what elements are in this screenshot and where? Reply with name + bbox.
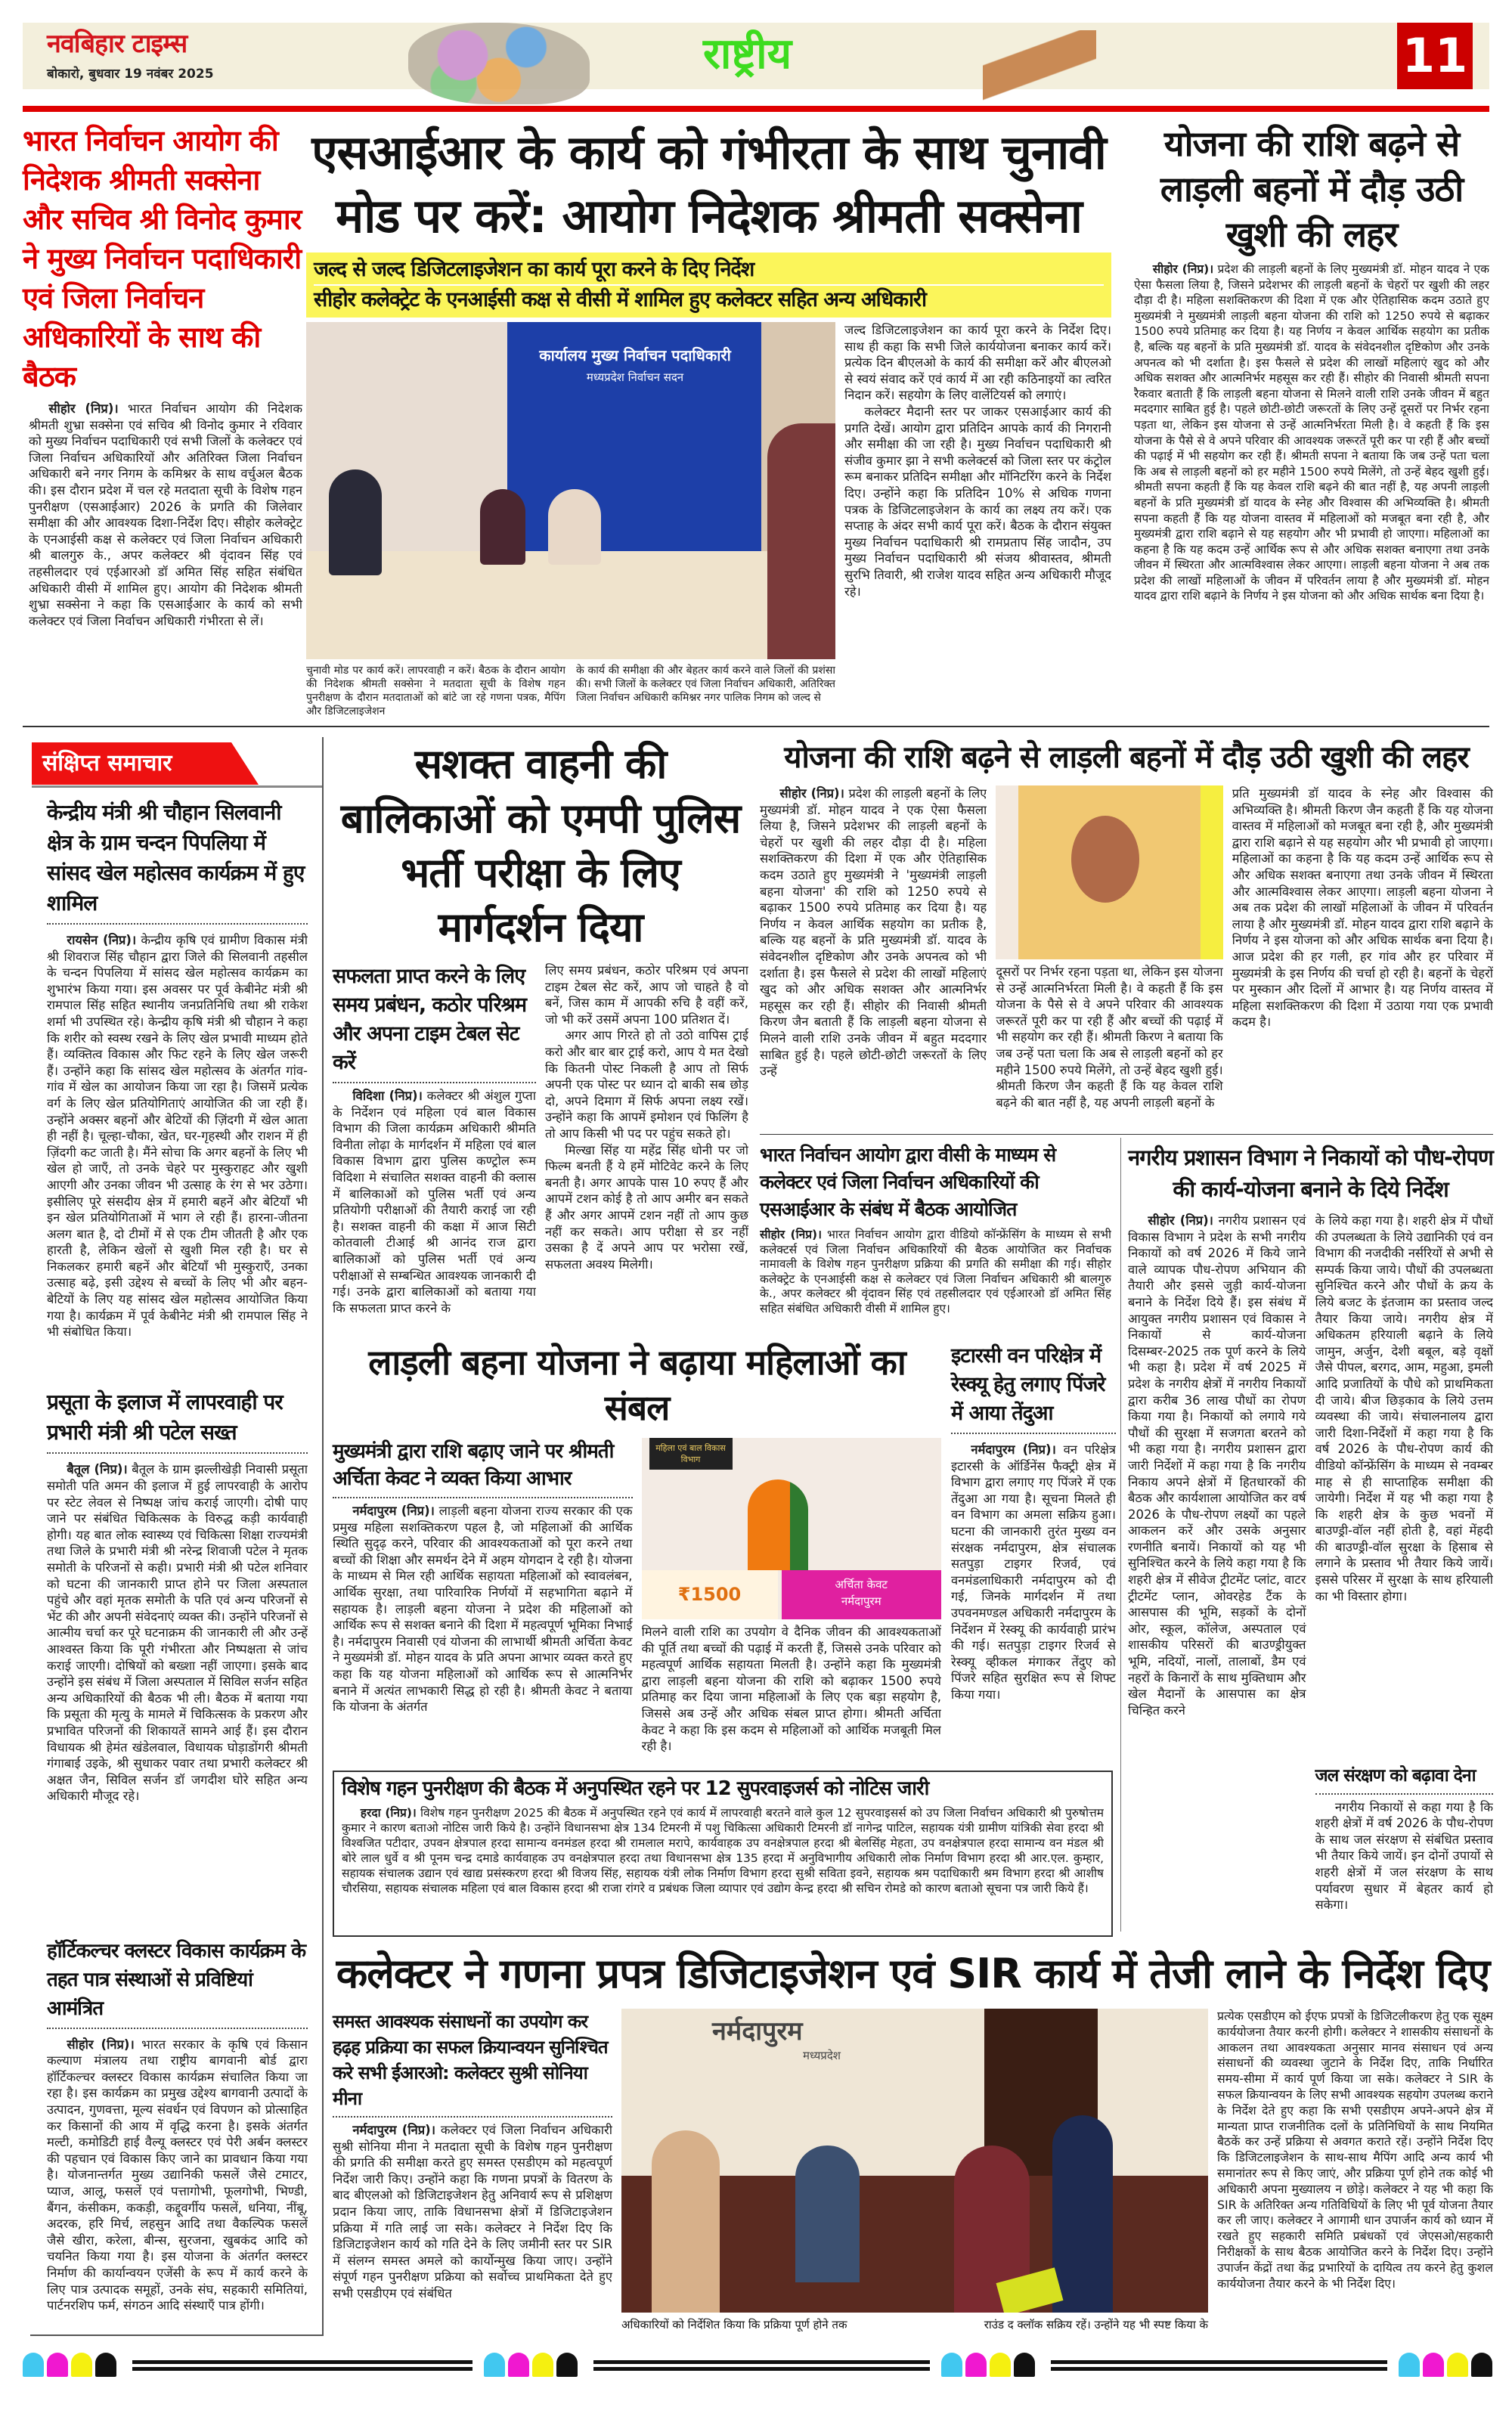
lead-left-body (23, 401, 302, 718)
beneficiary-portrait-photo (996, 785, 1222, 959)
lead-right-body (1134, 262, 1489, 718)
person-left (652, 2130, 720, 2313)
dateline: सीहोर (निप्र)। (779, 786, 844, 801)
nagariya-content (1128, 1213, 1493, 1935)
article-text: भारत सरकार के कृषि एवं किसान कल्याण मंत्रालय तथा राष्ट्रीय बागवानी बोर्ड द्वारा हॉर्टिकल्चर क्लस्टर विकास कार्यक्रम संचालित किया जा रहा है। इस कार्यक्रम का प्रमुख उद्देश्य बागवानी उत्पादों के उत्पादन, गुणवत्ता, मूल्य संवर्धन एवं विपणन को प्रोत्साहित कर किसानों की आय में वृद्धि करना है। इसके अंतर्गत मल्टी, कमोडिटी हाई वैल्यू क्लस्टर एवं पेरी अर्बन क्लस्टर की पहचान एवं विकास किए जाने का प्रावधान किया गया है। योजनान्तर्गत मुख्य उद्यानिकी फसलें जैसे टमाटर, प्याज, आलू, फसलें एवं पत्तागोभी, फूलगोभी, भिण्डी, बैंगन, कंसीकम, ककड़ी, कद्दूवर्गीय फसलें, धनिया, नींबू, अदरक, हरि मिर्च, लहसुन आदि तथा वैकल्पिक फसलें जैसे खीरा, करेला, बीन्स, सुरजना, खुबकंद आदि को चयनित किया गया है। इस योजना के अंतर्गत क्लस्टर निर्माण की कार्यान्वयन एजेंसी के रूप में कार्य करने के लिए पात्र उत्पादक समूहों, उनके संघ, सहकारी समितियां, पार्टनरशिप फर्म, संगठन आदि संस्थाएँ पात्र होंगी। (47, 2037, 308, 2313)
article-text: प्रदेश की लाड़ली बहनों के लिए मुख्यमंत्री डॉ. मोहन यादव ने एक ऐसा फैसला लिया है, जिसने प्रदेशभर की लाड़ली बहनों के चेहरों पर खुशी की लहर दौड़ा दी है। महिला सशक्तिकरण की दिशा में एक और ऐतिहासिक कदम उठाते हुए मुख्यमंत्री ने 'मुख्यमंत्री लाड़ली बहना योजना' की राशि को 1250 रुपये से बढ़ाकर 1500 रुपये प्रतिमाह कर दिया है। यह निर्णय न केवल आर्थिक सहयोग का प्रतीक है, बल्कि यह बहनों के प्रति मुख्यमंत्री डॉ. यादव के संवेदनशील दृष्टिकोण और उनके अपनत्व को भी दर्शाता है। इस फैसले से प्रदेश की लाखों महिलाएं खुद को और अधिक सशक्त और आत्मनिर्भर महसूस कर रही हैं। सीहोर की निवासी श्रीमती किरण जैन बताती हैं कि लाड़ली बहना योजना से मिलने वाली राशि उनके जीवन में बहुत मददगार साबित हुई है। पहले छोटी-छोटी जरूरतों के लिए उन्हें (760, 786, 987, 1079)
nagariya-col-2 (1315, 1213, 1494, 1935)
masthead-red-rule (23, 106, 1489, 112)
dateline: हरदा (निप्र)। (360, 1806, 417, 1820)
article-paragraph: जल्द डिजिटलाइजेशन का कार्य पूरा करने के निर्देश दिए। साथ ही कहा कि सभी जिले कार्ययोजना बनाकर कार्य करें। प्रत्येक दिन बीएलओ के कार्य की समीक्षा करें और बीएलओ से स्वयं संवाद करें एवं कार्य में आ रही कठिनाइयों का त्वरित निदान करें। सहयोग के लिए वालेंटियर्स को लगाएं। (844, 323, 1111, 403)
nagariya-subhead: जल संरक्षण को बढ़ावा देना (1315, 1763, 1494, 1795)
notice-body (342, 1805, 1104, 1932)
briefs-stories (47, 798, 308, 2328)
dateline: नर्मदापुरम (निप्र)। (971, 1442, 1056, 1457)
ladli-sambal-col-2 (642, 1438, 942, 1763)
dateline: विदिशा (निप्र)। (352, 1089, 423, 1103)
person-center (795, 2146, 860, 2282)
person-standing (1052, 2115, 1113, 2313)
photo-amount-card: ₹1500 (642, 1570, 778, 1619)
lead-left-headline: भारत निर्वाचन आयोग की निदेशक श्रीमती सक्सेना और सचिव श्री विनोद कुमार ने मुख्य निर्वाचन पदाधिकारी एवं जिला निर्वाचन अधिकारियों के साथ की बैठक (23, 124, 302, 393)
sashakt-body-col-2 (545, 962, 748, 1331)
lead-main-photo-column (306, 322, 835, 718)
article-text: कलेक्टर एवं जिला निर्वाचन अधिकारी सुश्री सोनिया मीना ने मतदाता सूची के विशेष गहन पुनरीक्षण की प्रगति की समीक्षा करते हुए समस्त एसडीएम को महत्वपूर्ण निर्देश जारी किए। उन्होंने कहा कि गणना प्रपत्रों के वितरण के बाद बीएलओ को डिजिटाइजेशन हेतु अनिवार्य रूप से प्रशिक्षण प्रदान किया जाए, ताकि विधानसभा क्षेत्रों में डिजिटाइजेशन प्रक्रिया में गति लाई जा सके। कलेक्टर ने निर्देश दिए कि डिजिटाइजेशन कार्य को गति देने के लिए जमीनी स्तर पर SIR में संलग्न समस्त अमले को कार्योन्मुख किया जाए। उन्होंने संपूर्ण गहन पुनरीक्षण प्रक्रिया को सर्वोच्च प्राथमिकता देते हुए सभी एसडीएम एवं संबंधित (333, 2123, 612, 2300)
article-text: नगरीय प्रशासन एवं विकास विभाग ने प्रदेश के सभी नगरीय निकायों को वर्ष 2026 में किये जाने वाले व्यापक पौध-रोपण अभियान की तैयारी और इससे जुड़ी कार्य-योजना बनाने के निर्देश दिये हैं। इस संबंध में आयुक्त नगरीय प्रशासन एवं विकास ने निकायों से कार्य-योजना दिसम्बर-2025 तक पूर्ण करने के लिये भी कहा है। प्रदेश में वर्ष 2025 में प्रदेश के नगरीय क्षेत्रों में नगरीय निकायों द्वारा करीब 36 लाख पौधों का रोपण किया गया है। निकायों को लगाये गये पौधों की सुरक्षा में सजगता बरतने को भी कहा गया है। नगरीय प्रशासन द्वारा जारी निर्देशों में कहा गया है कि नगरीय निकाय अपने क्षेत्रों में हितधारकों की बैठक और कार्यशाला आयोजित कर वर्ष 2026 के पौध-रोपण लक्ष्यों का पहले आकलन करें और उसके अनुसार रणनीति बनायें। निकायों को यह भी सुनिश्चित करने के लिये कहा गया है कि शहरी क्षेत्र में सीवेज ट्रीटमेंट प्लांट, वाटर ट्रीटमेंट प्लान, ओवरहेड टैंक के आसपास की भूमि, सड़कों के दोनों ओर, स्कूल, कॉलेज, अस्पताल एवं शासकीय परिसरों की बाउण्ड्रीयुक्त भूमि, नदियों, नालों, तालाबों, डैम एवं नहरों के किनारों के साथ मुक्तिधाम और खेल मैदानों के आसपास का क्षेत्र चिन्हित करने (1128, 1213, 1306, 1718)
brief-2-body (47, 1461, 308, 1929)
photo-banner-line-1: कार्यालय मुख्य निर्वाचन पदाधिकारी (539, 346, 731, 364)
collector-caption-2: राउंड द क्लॉक सक्रिय रहें। उन्होंने यह भी स्पष्ट किया के (984, 2318, 1208, 2331)
collector-body-col-1 (333, 2122, 612, 2332)
lead-main-headline: एसआईआर के कार्य को गंभीरता के साथ चुनावी मोड पर करें: आयोग निदेशक श्रीमती सक्सेना (311, 125, 1106, 243)
article-paragraph: नगरीय निकायों से कहा गया है कि शहरी क्षेत्रों में वर्ष 2026 के पौध-रोपण के साथ जल संरक्षण से संबंधित प्रस्ताव भी तैयार किये जायें। इन दोनों उपायों से शहरी क्षेत्रों में जल संरक्षण के साथ पर्यावरण सुधार में बेहतर कार्य हो सकेगा। (1315, 1799, 1493, 1913)
eci-meeting-photo (306, 322, 835, 659)
photo-wall-text-2: मध्यप्रदेश (803, 2049, 841, 2062)
register-lines (132, 2360, 472, 2371)
nagariya-body-col-1 (1128, 1213, 1306, 1935)
section-divider (23, 726, 1489, 727)
page-number-box (1397, 23, 1473, 89)
brief-3-body (47, 2037, 308, 2328)
photo-woman-figure (748, 1479, 808, 1570)
lead-main-body (844, 322, 1111, 718)
dateline: सीहोर (निप्र)। (1152, 262, 1214, 276)
section-title: राष्ट्रीय (703, 29, 792, 79)
photo-wall-text (712, 2015, 841, 2063)
lead-main-story (306, 121, 1111, 718)
collector-story (333, 1947, 1493, 2332)
photo-banner-text (514, 345, 756, 386)
ladli-sambal-body-col-1 (333, 1503, 633, 1763)
photo-name: अर्चिता केवट (835, 1578, 888, 1591)
article-text: भारत निर्वाचन आयोग द्वारा वीडियो कॉन्फ्रेंसिंग के माध्यम से सभी कलेक्टर्स एवं जिला निर्वाचन अधिकारियों की बैठक आयोजित कर निर्वाचक नामावली के विशेष गहन पुनरीक्षण प्रक्रिया की प्रगति की समीक्षा की गई। सीहोर कलेक्ट्रेट के एनआईसी कक्ष से कलेक्टर एवं जिला निर्वाचन अधिकारी श्री बालगुरु के., अपर कलेक्टर श्री वृंदावन सिंह एवं तहसीलदार एवं एईआरओ डॉ अमित सिंह सहित संबंधित अधिकारी वीसी में शामिल हुए। (760, 1228, 1111, 1315)
dateline: रायसेन (निप्र)। (67, 933, 137, 947)
article-text: विशेष गहन पुनरीक्षण 2025 की बैठक में अनुपस्थित रहने एवं कार्य में लापरवाही बरतने वाले कुल 12 सुपरवाइसर्स को उप जिला निर्वाचन अधिकारी श्री पुरुषोत्तम कुमार ने कारण बताओ नोटिस जारी किये है। उन्होंने विधानसभा क्षेत्र 134 टिमरनी में पशु चिकित्सा अधिकारी टिमरनी डॉ नागेन्द्र पाटिल, सहायक यंत्री ग्रामीण यांत्रिकी सेवा हरदा श्री विश्वजित पटीदार, उपवन क्षेत्रपाल हरदा सामान्य वनमंडल हरदा श्री रामलाल मरापे, कार्यवाहक उप वनक्षेत्रपाल हरदा श्री बेलसिंह मेहता, उप वनक्षेत्रपाल हरदा सामान्य वन मंडल श्री बोरे लाल धुर्वे व श्री पूनम चन्द्र दमाडे कार्यवाहक उप वनक्षेत्रपाल हरदा तथा विधानसभा क्षेत्र 135 हरदा में अनुविभागीय अधिकारी लोक निर्माण विभाग हरदा श्री आर.एल. कुम्हार, सहायक संचालक उद्यान एवं खाद्य प्रसंस्करण हरदा श्री विजय सिंह, सहायक यंत्री लोक निर्माण विभाग हरदा सुश्री सविता इवने, सहायक श्रम पदाधिकारी श्रम विभाग हरदा श्री आशीष चौरसिया, सहायक संचालक महिला एवं बाल विकास हरदा श्री राजा रांगरे व प्रबंधक जिला व्यापार एवं उद्योग केन्द्र हरदा श्री सचिन रोमडे को कारण बताओ सूचना पत्र जारी किये हैं। (342, 1806, 1104, 1895)
lead-right-story (1134, 121, 1489, 718)
dateline: बैतूल (निप्र)। (67, 1462, 128, 1477)
brief-1-headline: केन्द्रीय मंत्री श्री चौहान सिलवानी क्षेत्र के ग्राम चन्दन पिपलिया में सांसद खेल महोत्सव कार्यक्रम में हुए शामिल (47, 798, 308, 925)
article-text: बैतूल के ग्राम झल्लीखेड़ी निवासी प्रसूता समोती पति अमन की इलाज में हुई लापरवाही के आरोप पर स्टेट लेवल से निष्पक्ष जांच कराई जाएगी। दोषी पाए जाने पर संबंधित चिकित्सक के विरुद्ध कड़ी कार्यवाही होगी। यह बात लोक स्वास्थ्य एवं चिकित्सा शिक्षा राज्यमंत्री तथा जिले के प्रभारी मंत्री श्री नरेन्द्र शिवाजी पटेल ने मृतक समोती के परिजनों से कही। प्रभारी मंत्री श्री पटेल शनिवार को घटना की जानकारी प्राप्त होने पर जिला अस्पताल पहुंचे और वहां मृतक समोती के पति एवं अन्य परिजनों से भेंट की और अपनी संवेदनाएं व्यक्त की। उन्होंने परिजनों से आत्मीय चर्चा कर पूरे घटनाक्रम की जानकारी ली और उन्हें आश्वस्त किया कि पूरी गंभीरता और निष्पक्षता से जांच कराई जाएगी। दोषियों को बख्शा नहीं जाएगा। इसके बाद उन्होंने इस संबंध में जिला अस्पताल में सिविल सर्जन सहित अन्य अधिकारियों की बैठक भी ली। बैठक में बताया गया कि प्रसूता की मृत्यु के मामले में चिकित्सक के प्रकरण और प्रभावित परिजनों की शिकायतें सामने आई हैं। इस दौरान विधायक श्री हेमंत खंडेलवाल, विधायक घोड़ाडोंगरी श्रीमती गंगाबाई उइके, श्री सुधाकर पवार तथा प्रभारी कलेक्टर श्री अक्षत जैन, सिविल सर्जन डॉ जगदीश घोरे सहित अन्य अधिकारी मौजूद रहे। (47, 1462, 308, 1804)
collector-subhead: समस्त आवश्यक संसाधनों का उपयोग कर हढ़ह प्रक्रिया का सफल क्रियान्वयन सुनिश्चित करे सभी ईआरओ: कलेक्टर सुश्री सोनिया मीना (333, 2009, 612, 2118)
dateline: सीहोर (निप्र)। (1148, 1213, 1213, 1228)
person-2 (480, 489, 525, 565)
nagariya-column-rule (1120, 1138, 1121, 1932)
nagariya-body-col-2: के लिये कहा गया है। शहरी क्षेत्र में पौधों की उपलब्धता के लिये उद्यानिकी एवं वन विभाग की नजदीकी नर्सरियों से अभी से सम्पर्क किया जाये। पौधों की उपलब्धता सुनिश्चित करने और पौधों के क्रय के लिये बजट के इंतजाम का प्रस्ताव जल्द तैयार किया जाये। नगरीय क्षेत्र में अधिकतम हरियाली बढ़ाने के लिये जामुन, अर्जुन, देशी बबूल, बड़े वृक्षों जैसे पीपल, बरगद, आम, महुआ, इमली आदि प्रजातियों के पौधे को प्राथमिकता दी जाये। बीज छिड़काव के लिये उत्तम व्यवस्था की जाये। संचालनालय द्वारा जारी दिशा-निर्देशों में कहा गया है कि वर्ष 2026 के पौध-रोपण कार्य की वीडियो कॉन्फ्रेंसिंग के माध्यम से नवम्बर माह से ही साप्ताहिक समीक्षा की जायेगी। निर्देश में यह भी कहा गया है कि शहरी क्षेत्र के कुछ भवनों में बाउण्ड्री-वॉल नहीं होती है, वहां मेंहदी की बाउण्ड्री-वॉल सुरक्षा के हिसाब से लगाने के प्रस्ताव भी तैयार किये जायें। इससे परिसर में सुरक्षा के साथ हरियाली का भी विस्तार होगा। (1315, 1213, 1493, 1603)
lead-right-headline: योजना की राशि बढ़ने से लाड़ली बहनों में दौड़ उठी खुशी की लहर (1160, 123, 1464, 255)
lead-main-caption-col-1: चुनावी मोड पर कार्य करें। लापरवाही न करें। बैठक के दौरान आयोग की निदेशक श्रीमती सक्सेना ने मतदाता सूची के विशेष गहन पुनरीक्षण के दौरान मतदाताओं को बांटे जा रहे गणना पत्रक, मैपिंग और डिजिटलाइजेशन (306, 665, 565, 717)
cmyk-marks (1399, 2353, 1492, 2377)
lead-main-subhead-2: सीहोर कलेक्ट्रेट के एनआईसी कक्ष से वीसी में शामिल हुए कलेक्टर सहित अन्य अधिकारी (314, 284, 1104, 314)
notice-headline: विशेष गहन पुनरीक्षण की बैठक में अनुपस्थित रहने पर 12 सुपरवाइजर्स को नोटिस जारी (342, 1777, 929, 1800)
lead-main-content (306, 322, 1111, 718)
article-paragraph: लिए समय प्रबंधन, कठोर परिश्रम एवं अपना टाइम टेबल सेट करें, आप जो चाहते है वो बनें, जिस काम में आपकी रुचि है वहीं करें, जो भी करें उसमें अपना 100 प्रतिशत दें। (545, 963, 748, 1027)
cmyk-marks (941, 2353, 1035, 2377)
article-text: भारत निर्वाचन आयोग की निदेशक श्रीमती शुभ्रा सक्सेना एवं सचिव श्री विनोद कुमार ने रविवार को मुख्य निर्वाचन पदाधिकारी एवं सभी जिलों के कलेक्टर एवं जिला निर्वाचन अधिकारियों और अतिरिक्त जिला निर्वाचन अधिकारी बने नगर निगम के कमिश्नर के साथ वर्चुअल बैठक की। इस दौरान प्रदेश में चल रहे मतदाता सूची के विशेष गहन पुनरीक्षण (एसआईआर) 2026 के प्रगति की जिलेवार समीक्षा की और आवश्यक दिशा-निर्देश दिए। सीहोर कलेक्ट्रेट के एनआईसी कक्ष से कलेक्टर एवं जिला निर्वाचन अधिकारी श्री बालगुरु के., अपर कलेक्टर श्री वृंदावन सिंह एवं तहसीलदार एवं एईआरओ डॉ अमित सिंह सहित संबंधित अधिकारी वीसी में शामिल हुए। आयोग की निदेशक श्रीमती शुभ्रा सक्सेना ने कहा कि एसआईआर के कार्य को सभी कलेक्टर एवं जिला निर्वाचन अधिकारी गंभीरता से लें। (29, 401, 302, 628)
cmyk-marks (23, 2353, 116, 2377)
sashakt-body-col-1 (333, 1088, 536, 1331)
notice-box (333, 1771, 1113, 1937)
lead-main-subhead-1: जल्द से जल्द डिजिटलाइजेशन का कार्य पूरा करने के दिए निर्देश (314, 258, 754, 281)
archita-kevat-photo (642, 1438, 942, 1619)
collector-photo-column (621, 2009, 1208, 2332)
article-text: लाड़ली बहना योजना राज्य सरकार की एक प्रमुख महिला सशक्तिकरण पहल है, जो महिलाओं की आर्थिक स्थिति सुदृढ़ करने, परिवार की आवश्यकताओं को पूरा करने तथा बच्चों की शिक्षा और समर्थन देने में अहम योगदान दे रही है। योजना के माध्यम से मिल रही आर्थिक सहायता महिलाओं को स्वावलंबन, आर्थिक सुरक्षा, तथा पारिवारिक निर्णयों में सहभागिता बढ़ाने में सहायक है। लाड़ली बहना योजना ने प्रदेश की महिलाओं को आर्थिक रूप से सशक्त बनाने की दिशा में महत्वपूर्ण भूमिका निभाई है। नर्मदापुरम निवासी एवं योजना की लाभार्थी श्रीमती अर्चिता केवट ने मुख्यमंत्री डॉ. मोहन यादव के प्रति अपना आभार व्यक्त करते हुए कहा कि यह योजना महिलाओं को आर्थिक रूप से आत्मनिर्भर बनाने में अत्यंत लाभकारी सिद्ध हो रही है। श्रीमती केवट ने बताया कि योजना के अंतर्गत (333, 1504, 633, 1715)
ladli-divider (760, 1134, 1493, 1135)
article-text: कलेक्टर श्री अंशुल गुप्ता के निर्देशन एवं महिला एवं बाल विकास विभाग की जिला कार्यक्रम अधिकारी श्रीमति विनीता लोढ़ा के मार्गदर्शन में महिला एवं बाल विकास विभाग द्वारा पुलिस कण्ट्रोल रूम विदिशा मे संचालित सशक्त वाहनी की क्लास में बालिकाओं को पुलिस भर्ती एवं अन्य प्रतियोगी परीक्षाओं की तैयारी कराई जा रही है। सशक्त वाहनी की कक्षा में आज सिटी कोतवाली टीआई श्री आनंद राज द्वारा बालिकाओं को पुलिस भर्ती एवं अन्य परीक्षाओं से सम्बन्धित आवश्यक जानकारी दी गई। उनके द्वारा बालिकाओं को बताया गया कि सफलता प्राप्त करने के (333, 1089, 536, 1315)
briefs-tab-label: संक्षिप्त समाचार (42, 750, 172, 776)
registration-marks (23, 2353, 1489, 2377)
ladli-wide-body-col-2: दूसरों पर निर्भर रहना पड़ता था, लेकिन इस योजना से उन्हें आत्मनिर्भरता मिली है। वे कहती हैं कि इस योजना के पैसे से वे अपने परिवार की आवश्यक जरूरतें पूरी कर पा रही हैं और बच्चों की पढ़ाई में भी सहयोग कर रही हैं। श्रीमती किरण ने बताया कि जब उन्हें पता चला कि अब से लाड़ली बहनों को हर महीने 1500 रुपये मिलेंगे, तो उन्हें बेहद खुशी हुई। श्रीमती किरण जैन कहती हैं कि यह केवल राशि बढ़ने की बात नहीं है, यह अपनी लाड़ली बहनों के (996, 965, 1223, 1110)
ladli-sambal-story (333, 1340, 941, 1763)
ladli-wide-headline: योजना की राशि बढ़ने से लाड़ली बहनों में दौड़ उठी खुशी की लहर (784, 740, 1469, 775)
itarsi-story (951, 1342, 1116, 1763)
nagariya-body-col-2b (1315, 1799, 1494, 1935)
brief-2-headline: प्रसूता के इलाज में लापरवाही पर प्रभारी मंत्री श्री पटेल सख्त (47, 1387, 308, 1454)
article-text: प्रदेश की लाड़ली बहनों के लिए मुख्यमंत्री डॉ. मोहन यादव ने एक ऐसा फैसला लिया है, जिसने प्रदेशभर की लाड़ली बहनों के चेहरों पर खुशी की लहर दौड़ा दी है। महिला सशक्तिकरण की दिशा में एक और ऐतिहासिक कदम उठाते हुए मुख्यमंत्री ने मुख्यमंत्री लाड़ली बहना योजना की राशि को 1250 रुपये से बढ़ाकर 1500 रुपये प्रतिमाह कर दिया है। यह निर्णय न केवल आर्थिक सहयोग का प्रतीक है, बल्कि यह बहनों के प्रति मुख्यमंत्री डॉ. यादव के संवेदनशील दृष्टिकोण और उनके अपनत्व को भी दर्शाता है। इस फैसले से प्रदेश की लाखों महिलाएं खुद को और अधिक सशक्त और आत्मनिर्भर महसूस कर रही हैं। सीहोर की निवासी श्रीमती सपना रैकवार बताती हैं कि लाड़ली बहना योजना से मिलने वाली राशि उनके जीवन में बहुत मददगार साबित हुई है। पहले छोटी-छोटी जरूरतों के लिए उन्हें दूसरों पर निर्भर रहना पड़ता था, लेकिन इस योजना से उन्हें आत्मनिर्भरता मिली है। वे कहती हैं कि इस योजना के पैसे से वे अपने परिवार की आवश्यक जरूरतें पूरी कर पा रही हैं और बच्चों की पढ़ाई में भी सहयोग कर रही हैं। श्रीमती सपना ने बताया कि जब उन्हें पता चला कि अब से लाड़ली बहनों को हर महीने 1500 रुपये मिलेंगे, तो उन्हें बेहद खुशी हुई। श्रीमती सपना कहती हैं कि यह केवल राशि बढ़ने की बात नहीं है, यह अपनी लाड़ली बहनों के प्रति मुख्यमंत्री डॉ यादव के स्नेह और विश्वास की अभिव्यक्ति है। श्रीमती सपना कहती हैं कि यह योजना वास्तव में महिलाओं को मजबूत बना रही है, और मुख्यमंत्री द्वारा राशि बढ़ाने से यह सहयोग और भी प्रभावी हो जाएगा। महिलाओं का कहना है कि यह कदम उन्हें आर्थिक रूप से और अधिक सशक्त बनाएगा तथा उनके जीवन में स्थिरता और आत्मविश्वास लेकर आएगा। लाड़ली बहना योजना ने अब तक प्रदेश की लाखों महिलाओं के जीवन में परिवर्तन लाया है और मुख्यमंत्री डॉ. मोहन यादव द्वारा राशि बढ़ाने के निर्णय ने इस योजना को और अधिक सार्थक बना दिया है। (1134, 262, 1489, 603)
ladli-sambal-col-1 (333, 1438, 633, 1763)
ladli-wide-story (760, 737, 1493, 1126)
itarsi-body (951, 1442, 1116, 1763)
issue-dateline: बोकारो, बुधवार 19 नवंबर 2025 (47, 67, 214, 82)
photo-banner-line-2: मध्यप्रदेश निर्वाचन सदन (586, 370, 684, 384)
article-paragraph: मिल्खा सिंह या महेंद्र सिंह धोनी पर जो फिल्म बनती हैं ये हमें मोटिवेट करने के लिए बनती है। अगर आपके पास 10 रुपए हैं और आपमें टशन कोई है तो आप अमीर बन सकते हैं और अगर आपमें टशन नहीं तो आप कुछ नहीं कर सकते। आप परीक्षा से डर नहीं उसका है दें अपने आप पर भरोसा रखें, सफलता अवश्य मिलेगी। (545, 1142, 748, 1272)
article-text: वन परिक्षेत्र इटारसी के ऑर्डिनेंस फैक्ट्री क्षेत्र में विभाग द्वारा लगाए गए पिंजरे में एक तेंदुआ आ गया है। सूचना मिलते ही वन विभाग का अमला सक्रिय हुआ। घटना की जानकारी तुरंत मुख्य वन संरक्षक नर्मदापुरम, क्षेत्र संचालक सतपुड़ा टाइगर रिजर्व, एवं वनमंडलाधिकारी नर्मदापुरम को दी गई, जिनके मार्गदर्शन में तथा उपवनमण्डल अधिकारी नर्मदापुरम के निर्देशन में रेस्क्यू की कार्यवाही प्रारंभ की गई। सतपुड़ा टाइगर रिजर्व से रेस्क्यू व्हीकल मंगाकर तेंदुए को पिंजरे सहित सुरक्षित रूप से शिफ्ट किया गया। (951, 1442, 1116, 1702)
dateline: नर्मदापुरम (निप्र)। (352, 1504, 435, 1518)
photo-name-card (782, 1570, 942, 1619)
conference-table (306, 551, 835, 659)
person-1 (329, 469, 382, 575)
ladli-wide-content (760, 785, 1493, 1126)
briefs-tab (32, 742, 322, 788)
eci-vc-headline: भारत निर्वाचन आयोग द्वारा वीसी के माध्यम से कलेक्टर एवं जिला निर्वाचन अधिकारियों की एसआईआर के संबंध में बैठक आयोजित (760, 1144, 1056, 1220)
photo-signboard: महिला एवं बाल विकास विभाग (649, 1438, 733, 1470)
eci-vc-story (760, 1142, 1111, 1334)
page-number: 11 (1402, 28, 1468, 83)
collector-captions (621, 2317, 1208, 2332)
collector-content (333, 2009, 1493, 2332)
article-paragraph: अगर आप गिरते हो तो उठो वापिस ट्राई करो और बार बार ट्राई करो, आप ये मत देखो कि कितनी पोस्ट निकली है आप तो सिर्फ अपनी एक पोस्ट पर ध्यान दो बाकी सब छोड़ दो, अपने दिमाग में सिर्फ अपना लक्ष्य रखें। उन्होंने कहा कि आपमें इमोशन एवं फिलिंग है तो आप किसी भी पद पर पहुंच सकते हो। (545, 1028, 748, 1141)
sashakt-story (333, 737, 748, 1331)
lead-main-subhead-box (306, 253, 1111, 318)
map-collage-illustration (408, 23, 590, 104)
collector-col-1 (333, 2009, 612, 2332)
collector-meeting-photo (621, 2009, 1208, 2313)
ladli-sambal-subhead: मुख्यमंत्री द्वारा राशि बढ़ाए जाने पर श्रीमती अर्चिता केवट ने व्यक्त किया आभार (333, 1438, 633, 1498)
sashakt-headline: सशक्त वाहनी की बालिकाओं को एमपी पुलिस भर्ती परीक्षा के लिए मार्गदर्शन दिया (340, 740, 741, 951)
ladli-sambal-content (333, 1438, 941, 1763)
register-lines (1051, 2360, 1387, 2371)
dateline: सीहोर (निप्र)। (67, 2037, 135, 2052)
person-3 (548, 489, 601, 565)
lead-main-captions (306, 664, 835, 718)
cmyk-marks (484, 2353, 578, 2377)
dateline: सीहोर (निप्र)। (760, 1228, 822, 1241)
sashakt-col-1 (333, 962, 536, 1331)
dateline: सीहोर (निप्र)। (48, 401, 119, 416)
brief-1-body (47, 932, 308, 1380)
article-paragraph: कलेक्टर मैदानी स्तर पर जाकर एसआईआर कार्य की प्रगति देखें। आयोग द्वारा प्रतिदिन आपके कार्य की निगरानी और समीक्षा की जा रही है। मुख्य निर्वाचन पदाधिकारी श्री संजीव कुमार झा ने सभी कलेक्टर्स को जिला स्तर पर कंट्रोल रूम बनाकर प्रतिदिन समीक्षा और मॉनिटरिंग करने के निर्देश दिए। उन्होंने कहा कि प्रतिदिन 10% से अधिक गणना पत्रक के डिजिटलाइजेशन के कार्य का लक्ष्य तय करें। एक सप्ताह के अंदर सभी कार्य पूरा करें। बैठक के दौरान संयुक्त मुख्य निर्वाचन पदाधिकारी श्री रामप्रताप सिंह जादौन, उप मुख्य निर्वाचन पदाधिकारी श्री संजय श्रीवास्तव, श्रीमती सुरभि तिवारी, श्री राजेश यादव सहित अन्य अधिकारी मौजूद रहे। (844, 404, 1111, 599)
lead-main-caption-col-2: के कार्य की समीक्षा की और बेहतर कार्य करने वाले जिलों की प्रशंसा की। सभी जिलों के कलेक्टर एवं जिला निर्वाचन अधिकारी, अतिरिक्त जिला निर्वाचन अधिकारी कमिश्नर नगर पालिक निगम को जल्द से (576, 665, 835, 704)
lead-left-story (23, 121, 302, 718)
article-text: केन्द्रीय कृषि एवं ग्रामीण विकास मंत्री श्री शिवराज सिंह चौहान द्वारा जिले की सिलवानी तहसील के चन्दन पिपलिया में सांसद खेल महोत्सव कार्यक्रम का शुभारंभ किया गया। इस अवसर पर पूर्व केबीनेट मंत्री श्री रामपाल सिंह सहित स्थानीय जनप्रतिनिधि तथा श्री राकेश शर्मा भी उपस्थित रहे। केन्द्रीय कृषि मंत्री श्री चौहान ने कहा कि शरीर को स्वस्थ रखने के लिए खेल प्रभावी माध्यम होते हैं। व्यक्तित्व विकास और फिट रहने के लिए खेल जरूरी हैं। उन्होंने कहा कि सांसद खेल महोत्सव के अंतर्गत गांव-गांव में खेल का आयोजन किया जा रहा है। जिसमें प्रत्येक वर्ग के लिए खेल प्रतियोगिताएं आयोजित की जा रही हैं। उन्होंने अक्सर बहनों और बेटियों की ज़िंदगी में खेल आता ही नहीं है। चूल्हा-चौका, खेत, घर-गृहस्थी और राशन में ही ज़िंदगी कट जाती है। मैंने सोचा कि अगर बहनों के लिए भी खेल हो जाएँ, तो उनके चेहरे पर मुस्कुराहट और खुशी आएगी और उनका जीवन भी उत्साह के रंग से भर उठेगा। इसीलिए पूरे संसदीय क्षेत्र में हमारी बहनें और बेटियाँ भी इन खेल प्रतियोगिताओं में भाग ले रही हैं। हारना-जीतना अलग बात है, दो टीमों में से एक टीम जीतती है और एक हारती है, लेकिन खेलों से खुशी मिल रही है। घर से निकलकर हमारी बहनें और बेटियाँ भी मुस्कुराएँ, उनका उत्साह बढ़े, इसी उद्देश्य से बच्चों के लिए भी और बहन-बेटियों के लिए यह सांसद खेल महोत्सव आयोजित किया गया है। कार्यक्रम में पूर्व केबीनेट मंत्री श्री रामपाल सिंह ने भी संबोधित किया। (47, 933, 308, 1340)
itarsi-headline: इटारसी वन परिक्षेत्र में रेस्क्यू हेतु लगाए पिंजरे में आया तेंदुआ (951, 1342, 1116, 1434)
dateline: नर्मदापुरम (निप्र)। (352, 2123, 435, 2137)
eci-vc-body (760, 1228, 1111, 1334)
portrait-face (1071, 816, 1139, 903)
ladli-sambal-headline: लाड़ली बहना योजना ने बढ़ाया महिलाओं का संबल (368, 1342, 906, 1428)
collector-caption-1: अधिकारियों को निर्देशित किया कि प्रक्रिया पूर्ण होने तक (621, 2318, 847, 2331)
nagariya-headline: नगरीय प्रशासन विभाग ने निकायों को पौध-रोपण की कार्य-योजना बनाने के दिये निर्देश (1128, 1145, 1493, 1202)
collector-headline: कलेक्टर ने गणना प्रपत्र डिजिटाइजेशन एवं SIR कार्य में तेजी लाने के निर्देश दिए (336, 1950, 1490, 1997)
person-4 (767, 423, 835, 659)
photo-place: नर्मदापुरम (841, 1594, 881, 1608)
paper-name: नवबिहार टाइम्स (47, 29, 187, 59)
ladli-wide-col-2 (996, 785, 1222, 1126)
register-lines (593, 2360, 930, 2371)
ladli-wide-body-col-3: प्रति मुख्यमंत्री डॉ यादव के स्नेह और विश्वास की अभिव्यक्ति है। श्रीमती किरण जैन कहती हैं कि यह योजना वास्तव में महिलाओं को मजबूत बना रही है, और मुख्यमंत्री द्वारा राशि बढ़ाने से यह सहयोग और भी प्रभावी हो जाएगा। महिलाओं का कहना है कि यह कदम उन्हें आर्थिक रूप से और अधिक सशक्त बनाएगा तथा उनके जीवन में स्थिरता और आत्मविश्वास लेकर आएगा। लाड़ली बहना योजना ने अब तक प्रदेश की लाखों महिलाओं के जीवन में परिवर्तन लाया है और मुख्यमंत्री डॉ. मोहन यादव द्वारा राशि बढ़ाने के निर्णय ने इस योजना को और अधिक सार्थक बना दिया है। आज प्रदेश की हर गली, हर गांव और हर परिवार में मुख्यमंत्री के इस निर्णय की चर्चा हो रही है। बहनों के चेहरों पर मुस्कान और दिलों में आभार है। यह निर्णय वास्तव में महिला सशक्तिकरण की दिशा में उठाया गया एक प्रभावी कदम है। (1232, 786, 1493, 1030)
ladli-sambal-body-col-2: मिलने वाली राशि का उपयोग वे दैनिक जीवन की आवश्यकताओं की पूर्ति तथा बच्चों की पढ़ाई में करती हैं, जिससे उनके परिवार को महत्वपूर्ण आर्थिक सहायता मिलती है। उन्होंने कहा कि मुख्यमंत्री द्वारा लाड़ली बहना योजना की राशि को बढ़ाकर 1500 रुपये प्रतिमाह कर दिया जाना महिलाओं के लिए एक बड़ा सहयोग है, जिससे अब उन्हें और अधिक संबल प्राप्त होगा। श्रीमती अर्चिता केवट ने कहा कि इस कदम से महिलाओं को आर्थिक मजबूती मिल रही है। (641, 1625, 941, 1754)
ladli-wide-body-col-1 (760, 785, 987, 1126)
brief-3-headline: हॉर्टिकल्चर क्लस्टर विकास कार्यक्रम के तहत पात्र संस्थाओं से प्रविष्टियां आमंत्रित (47, 1937, 308, 2029)
sashakt-subhead: सफलता प्राप्त करने के लिए समय प्रबंधन, कठोर परिश्रम और अपना टाइम टेबल सेट करें (333, 962, 536, 1083)
collector-body-col-2: प्रत्येक एसडीएम को ईएफ प्रपत्रों के डिजिटलीकरण हेतु एक सूक्ष्म कार्ययोजना तैयार करनी होगी। कलेक्टर ने शासकीय संसाधनों के आकलन तथा आवश्यकता अनुसार मानव संसाधन एवं अन्य संसाधनों की व्यवस्था जुटाने के निर्देश दिए, ताकि निर्धारित समय-सीमा में कार्य पूर्ण किया जा सके। कलेक्टर ने SIR के सफल क्रियान्वयन के लिए सभी आवश्यक सहयोग उपलब्ध कराने के निर्देश देते हुए कहा कि सभी एसडीएम अपने-अपने क्षेत्र में मान्यता प्राप्त राजनीतिक दलों के प्रतिनिधियों के साथ नियमित बैठकें कर उन्हें प्रक्रिया से अवगत कराते रहें। उन्होंने निर्देश दिए कि डिजिटलाइजेशन के साथ-साथ मैपिंग आदि अन्य कार्य भी समानांतर रूप से किए जाएं, और प्रक्रिया पूर्ण होने तक कोई भी अधिकारी अपना मुख्यालय न छोड़े। कलेक्टर ने यह भी कहा कि SIR के अतिरिक्त अन्य गतिविधियों के लिए भी पूर्व योजना तैयार कर ली जाए। कलेक्टर ने आगामी धान उपार्जन कार्य को ध्यान में रखते हुए सहकारी समिति प्रबंधकों एवं जेएसओ/सहकारी निरीक्षकों के साथ बैठक आयोजित करने के निर्देश दिए। उन्होंने उपार्जन केंद्रों तथा केंद्र प्रभारियों के दायित्व तय करने हेतु कुशल कार्ययोजना तैयार करने के भी निर्देश दिए। (1217, 2009, 1493, 2291)
sashakt-content (333, 962, 748, 1331)
photo-wall-text-1: नर्मदापुरम (712, 2016, 803, 2046)
nagariya-story (1128, 1142, 1493, 1935)
archer-figure-illustration (983, 30, 1096, 104)
